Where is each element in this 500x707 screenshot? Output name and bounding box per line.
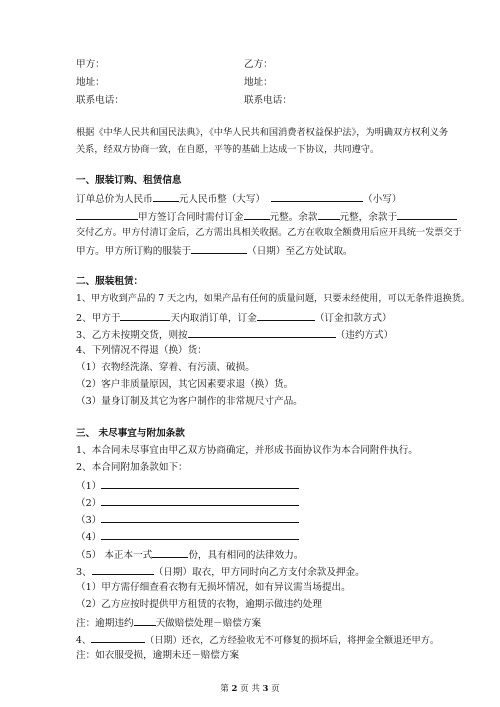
additional-clause-4 <box>76 529 299 544</box>
clause-3-number: （3） <box>76 515 102 526</box>
page-number: 2 <box>231 684 238 694</box>
s1-l2b: 元整。余款 <box>269 212 318 223</box>
s2-l3b: （违约方式） <box>335 330 394 341</box>
s2-l2b: 天内取消订单，订金 <box>170 313 257 324</box>
copies-blank[interactable] <box>152 547 188 558</box>
clause-4-blank[interactable] <box>101 529 299 540</box>
s2-l2c: （订金扣款方式） <box>314 313 392 324</box>
s1-deposit-line <box>76 209 457 224</box>
s3-n3a: 注：逾期违约 <box>76 618 134 629</box>
s3-note-2: （2）乙方应按时提供甲方租赁的衣物，逾期示做违约处理 <box>76 599 322 610</box>
s1-l2a: 甲方签订合同时需付订金 <box>138 212 244 223</box>
intro-line-1: 根据《中华人民共和国民法典》，《中华人民共和国消费者权益保护法》，为明确双方权利义务 <box>76 127 449 138</box>
page-footer <box>0 682 500 694</box>
s3-l3b: （日期）取衣，甲方同时向乙方支付余款及押金。 <box>153 567 365 578</box>
party-b-label: 乙方： <box>244 59 273 70</box>
s1-l1b: 元人民币整（大写） <box>178 194 266 205</box>
section-3-title: 三、 未尽事宜与附加条款 <box>76 428 185 439</box>
s2-line-1: 1、甲方收到产品的 7 天之内，如果产品有任何的质量问题，只要未经使用，可以无条件退换货。 <box>76 293 471 304</box>
clause-3-blank[interactable] <box>101 512 299 523</box>
fitting-date-blank[interactable] <box>191 243 247 254</box>
s1-l1c: （小写） <box>363 194 402 205</box>
clause-4-number: （4） <box>76 532 102 543</box>
clause-1-blank[interactable] <box>101 478 299 489</box>
s2-l3a: 3、乙方未按期交货，则按 <box>76 330 188 341</box>
footer-post: 页 <box>271 684 280 694</box>
s2-item-2: （2）客户非质量原因，其它因素要求退（换）货。 <box>76 379 294 390</box>
party-a-phone-label: 联系电话： <box>76 95 124 106</box>
s1-l4a: 甲方。甲方所订购的服装于 <box>76 246 192 257</box>
s2-item-3: （3）量身订制及其它为客户制作的非常规尺寸产品。 <box>76 396 303 407</box>
copies-line <box>76 547 303 562</box>
s3-note-1: （1）甲方需仔细查看衣物有无损坏情况，如有异议需当场提出。 <box>76 582 351 593</box>
s3-l3a: 3、 <box>76 567 92 578</box>
s2-cancel-line <box>76 310 392 325</box>
return-line <box>76 632 439 647</box>
price-lowercase-blank[interactable] <box>76 209 138 220</box>
s3-l4b: （日期）还衣，乙方经验收无不可修复的损坏后，将押金全额退还甲方。 <box>145 635 440 646</box>
additional-clause-3 <box>76 512 299 527</box>
price-uppercase-blank[interactable] <box>271 191 363 202</box>
s2-late-delivery-line <box>76 327 393 342</box>
s3-l4a: 4、 <box>76 635 92 646</box>
party-b-address-label: 地址： <box>244 77 273 88</box>
breach-method-blank[interactable] <box>188 327 336 338</box>
s1-l1a: 订单总价为人民币 <box>76 194 153 205</box>
s1-l2c: 元整，余款于 <box>339 212 398 223</box>
section-1-title: 一、服装订购、租赁信息 <box>76 175 182 186</box>
return-date-blank[interactable] <box>91 632 145 643</box>
price-amount-blank[interactable] <box>153 191 179 202</box>
cancel-days-blank[interactable] <box>120 310 170 321</box>
balance-date-blank[interactable] <box>397 209 457 220</box>
s2-item-1: （1）衣物经洗涤、穿着、有污渍、破损。 <box>76 362 255 373</box>
s2-line-4: 4、下列情况不得退（换）货： <box>76 345 207 356</box>
footer-mid: 页 共 <box>240 684 260 694</box>
page-total: 3 <box>262 684 269 694</box>
pickup-date-blank[interactable] <box>92 564 154 575</box>
intro-line-2: 关系，经双方协商一致，在自愿，平等的基础上达成一下协议，共同遵守。 <box>76 144 380 155</box>
s1-l4b: （日期）至乙方处试取。 <box>247 246 353 257</box>
pickup-line <box>76 564 365 579</box>
balance-amount-blank[interactable] <box>318 209 340 220</box>
s3-l5a: （5） 本正本一式 <box>76 550 153 561</box>
s1-fitting-line <box>76 243 353 258</box>
party-b-phone-label: 联系电话： <box>244 95 292 106</box>
clause-2-number: （2） <box>76 498 102 509</box>
overdue-days-blank[interactable] <box>134 615 156 626</box>
clause-1-number: （1） <box>76 481 102 492</box>
s3-line-1: 1、本合同未尽事宜由甲乙双方协商确定，并形成书面协议作为本合同附件执行。 <box>76 445 418 456</box>
s3-l5b: 份，具有相同的法律效力。 <box>188 550 304 561</box>
additional-clause-1 <box>76 478 299 493</box>
s3-note-4: 注：如衣服受损，逾期未还－赔偿方案 <box>76 650 240 661</box>
deposit-amount-blank[interactable] <box>244 209 270 220</box>
s3-line-2: 2、本合同附加条款如下： <box>76 462 188 473</box>
s1-line-3: 交付乙方。甲方付清订金后，乙方需出具相关收据。乙方在收取全额费用后应开具统一发票交于 <box>76 227 462 238</box>
party-a-label: 甲方： <box>76 59 105 70</box>
s1-total-price-line <box>76 191 401 206</box>
s3-n3b: 天做赔偿处理－赔偿方案 <box>155 618 262 629</box>
s2-l2a: 2、甲方于 <box>76 313 121 324</box>
additional-clause-2 <box>76 495 299 510</box>
footer-pre: 第 <box>220 684 229 694</box>
overdue-line <box>76 615 261 630</box>
clause-2-blank[interactable] <box>101 495 299 506</box>
deposit-deduction-blank[interactable] <box>257 310 315 321</box>
party-a-address-label: 地址： <box>76 77 105 88</box>
section-2-title: 二、服装租赁： <box>76 276 144 287</box>
